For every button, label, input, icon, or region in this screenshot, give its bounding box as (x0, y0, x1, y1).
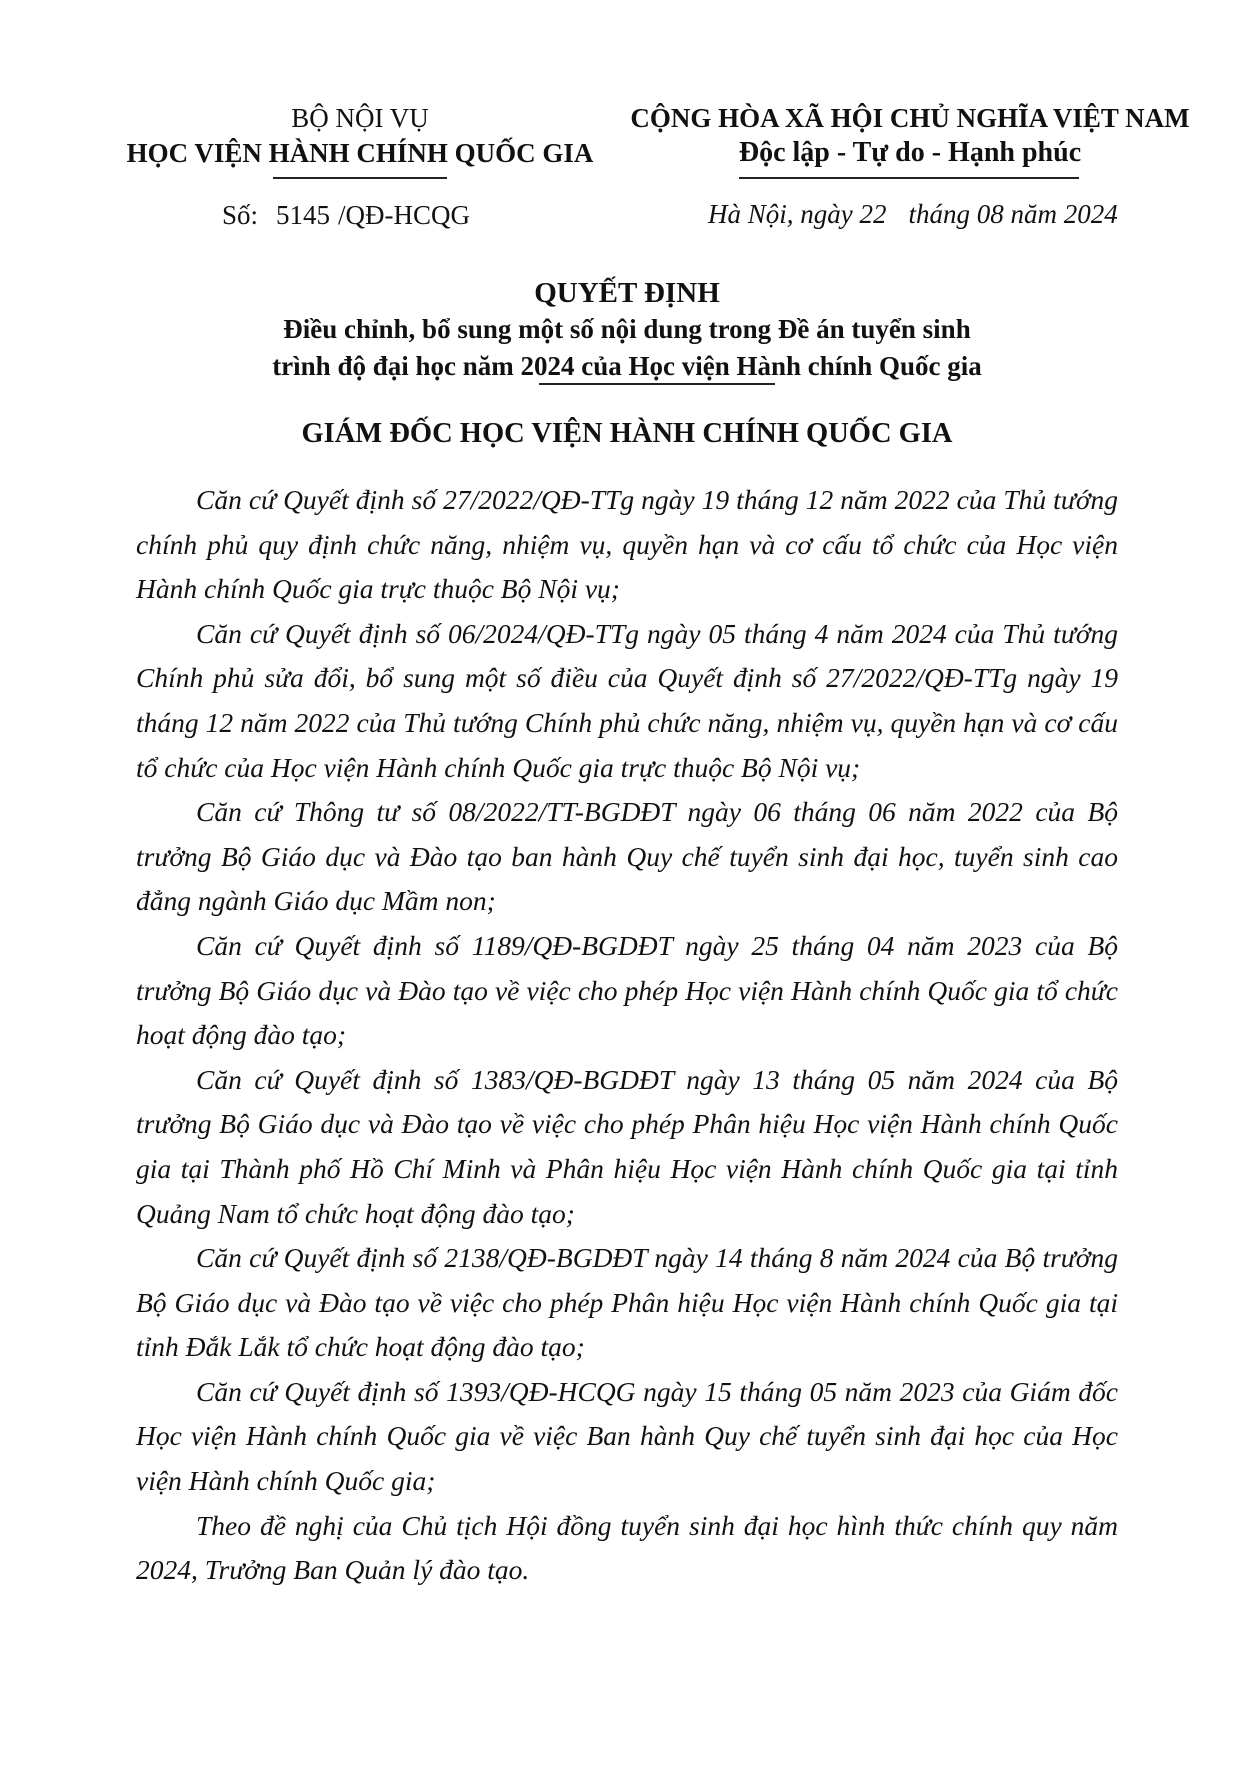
document-date (708, 199, 1118, 230)
number-code: /QĐ-HCQG (338, 200, 471, 230)
academy-underline (273, 177, 447, 179)
title-underline (539, 383, 775, 385)
document-number (222, 200, 470, 231)
paragraph: Căn cứ Quyết định số 06/2024/QĐ-TTg ngày 05 tháng 4 năm 2024 của Thủ tướng Chính phủ sửa đổi, bổ sung một số điều của Quyết định số 27/2022/QĐ-TTg ngày 19 tháng 12 năm 2022 của Thủ tướng Chính phủ chức năng, nhiệm vụ, quyền hạn và cơ cấu tổ chức của Học viện Hành chính Quốc gia trực thuộc Bộ Nội vụ; (136, 617, 1118, 783)
motto-underline (739, 177, 1079, 179)
paragraph: Căn cứ Thông tư số 08/2022/TT-BGDĐT ngày 06 tháng 06 năm 2022 của Bộ trưởng Bộ Giáo dục và Đào tạo ban hành Quy chế tuyển sinh đại học, tuyển sinh cao đẳng ngành Giáo dục Mầm non; (136, 796, 1118, 917)
ministry-name: BỘ NỘI VỤ (291, 103, 429, 133)
paragraph: Căn cứ Quyết định số 1189/QĐ-BGDĐT ngày 25 tháng 04 năm 2023 của Bộ trưởng Bộ Giáo dục và Đào tạo về việc cho phép Học viện Hành chính Quốc gia tổ chức hoạt động đào tạo; (136, 929, 1118, 1051)
paragraph: Căn cứ Quyết định số 1393/QĐ-HCQG ngày 15 tháng 05 năm 2023 của Giám đốc Học viện Hành chính Quốc gia về việc Ban hành Quy chế tuyển sinh đại học của Học viện Hành chính Quốc gia; (136, 1375, 1118, 1497)
academy-name: HỌC VIỆN HÀNH CHÍNH QUỐC GIA (126, 138, 594, 168)
title-subline-2: trình độ đại học năm 2024 của Học viện Hành chính Quốc gia (272, 351, 982, 381)
date-place-day: Hà Nội, ngày 22 (708, 199, 887, 229)
number-label: Số: (222, 200, 259, 230)
document-body (136, 478, 1118, 1593)
title-block (60, 275, 1194, 385)
national-motto: Độc lập - Tự do - Hạnh phúc (738, 137, 1082, 168)
issuing-authority: GIÁM ĐỐC HỌC VIỆN HÀNH CHÍNH QUỐC GIA (301, 418, 953, 449)
paragraph: Căn cứ Quyết định số 2138/QĐ-BGDĐT ngày 14 tháng 8 năm 2024 của Bộ trưởng Bộ Giáo dục và Đào tạo về việc cho phép Phân hiệu Học viện Hành chính Quốc gia tại tỉnh Đắk Lắk tổ chức hoạt động đào tạo; (136, 1242, 1118, 1363)
paragraph: Căn cứ Quyết định số 1383/QĐ-BGDĐT ngày 13 tháng 05 năm 2024 của Bộ trưởng Bộ Giáo dục và Đào tạo về việc cho phép Phân hiệu Học viện Hành chính Quốc gia tại Thành phố Hồ Chí Minh và Phân hiệu Học viện Hành chính Quốc gia tại tỉnh Quảng Nam tổ chức hoạt động đào tạo; (136, 1063, 1118, 1229)
date-month-year: tháng 08 năm 2024 (908, 199, 1118, 229)
title-subline-1: Điều chỉnh, bổ sung một số nội dung trong Đề án tuyển sinh (283, 314, 971, 344)
paragraph: Theo đề nghị của Chủ tịch Hội đồng tuyển sinh đại học hình thức chính quy năm 2024, Trưởng Ban Quản lý đào tạo. (136, 1509, 1118, 1586)
number-value: 5145 (276, 200, 331, 230)
republic-name: CỘNG HÒA XÃ HỘI CHỦ NGHĨA VIỆT NAM (630, 103, 1190, 133)
document-title: QUYẾT ĐỊNH (534, 277, 720, 309)
paragraph: Căn cứ Quyết định số 27/2022/QĐ-TTg ngày 19 tháng 12 năm 2022 của Thủ tướng chính phủ quy định chức năng, nhiệm vụ, quyền hạn và cơ cấu tổ chức của Học viện Hành chính Quốc gia trực thuộc Bộ Nội vụ; (136, 484, 1118, 605)
